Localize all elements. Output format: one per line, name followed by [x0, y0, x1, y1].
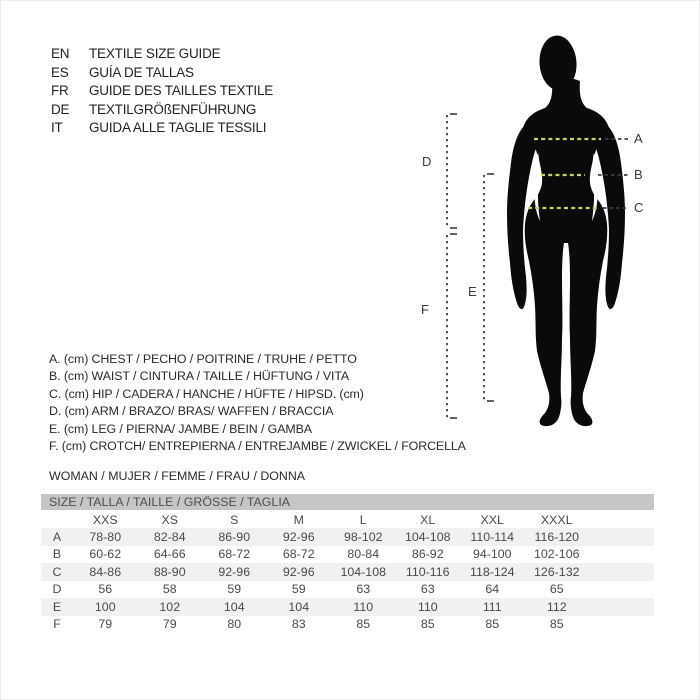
- cell-b-xxxl: 102-106: [534, 547, 580, 562]
- col-xl: XL: [420, 512, 436, 527]
- lang-code-es: ES: [51, 64, 69, 80]
- cell-a-s: 86-90: [218, 529, 251, 544]
- cell-b-xxl: 94-100: [472, 547, 512, 562]
- title-en: TEXTILE SIZE GUIDE: [89, 46, 221, 61]
- title-row-en: [51, 45, 273, 64]
- cell-b-xxs: 60-62: [89, 547, 122, 562]
- legend-waist: B. (cm) WAIST / CINTURA / TAILLE / HÜFTUNG / VITA: [49, 369, 350, 384]
- cell-e-s: 104: [223, 599, 245, 614]
- col-m: M: [293, 512, 304, 527]
- cell-d-xl: 63: [420, 582, 435, 597]
- cell-e-m: 104: [288, 599, 310, 614]
- gender-heading: WOMAN / MUJER / FEMME / FRAU / DONNA: [49, 469, 306, 483]
- size-table-header: [41, 511, 654, 528]
- size-table: [41, 511, 654, 633]
- table-row: [41, 616, 654, 634]
- cell-c-xl: 110-116: [405, 564, 450, 579]
- table-row: [41, 528, 654, 546]
- cell-c-xs: 88-90: [153, 564, 186, 579]
- cell-f-xxxl: 85: [549, 617, 564, 632]
- cell-c-xxxl: 126-132: [534, 564, 580, 579]
- title-es: GUÍA DE TALLAS: [89, 64, 194, 80]
- cell-e-xl: 110: [417, 599, 438, 614]
- cell-a-l: 98-102: [343, 529, 383, 544]
- title-row-fr: [51, 82, 273, 101]
- title-fr: GUIDE DES TAILLES TEXTILE: [89, 83, 274, 99]
- col-xs: XS: [161, 512, 179, 527]
- cell-b-s: 68-72: [218, 547, 251, 562]
- title-row-de: [51, 101, 273, 120]
- table-row: [41, 598, 654, 616]
- col-xxs: XXS: [92, 512, 118, 527]
- cell-f-xl: 85: [420, 617, 435, 632]
- cell-e-xxxl: 112: [546, 599, 567, 614]
- cell-c-s: 92-96: [218, 564, 251, 579]
- legend-crotch: F. (cm) CROTCH/ ENTREPIERNA / ENTREJAMBE / ZWICKEL / FORCELLA: [49, 438, 466, 453]
- cell-a-xxl: 110-114: [470, 529, 515, 544]
- cell-d-xs: 58: [162, 582, 177, 597]
- size-bar: [41, 494, 654, 510]
- lang-code-fr: FR: [51, 83, 69, 99]
- cell-a-xs: 82-84: [153, 529, 186, 544]
- table-row: [41, 546, 654, 564]
- label-crotch-f: F: [421, 302, 429, 317]
- cell-c-l: 104-108: [340, 564, 386, 579]
- cell-e-xs: 102: [159, 599, 181, 614]
- lang-code-de: DE: [51, 101, 70, 117]
- cell-d-m: 59: [291, 582, 306, 597]
- table-row: [41, 581, 654, 599]
- size-bar-label: SIZE / TALLA / TAILLE / GRÖSSE / TAGLIA: [49, 495, 291, 509]
- cell-b-m: 68-72: [282, 547, 315, 562]
- cell-e-l: 110: [353, 599, 374, 614]
- col-s: S: [230, 512, 239, 527]
- cell-e-xxl: 111: [482, 599, 502, 614]
- cell-f-m: 83: [291, 617, 306, 632]
- cell-b-xs: 64-66: [153, 547, 186, 562]
- title-de: TEXTILGRÖßENFÜHRUNG: [89, 101, 257, 117]
- cell-a-xxs: 78-80: [89, 529, 122, 544]
- cell-d-xxs: 56: [98, 582, 113, 597]
- label-leg-e: E: [468, 284, 477, 299]
- title-row-it: [51, 119, 273, 138]
- lang-code-it: IT: [51, 120, 63, 136]
- label-chest-a: A: [634, 131, 643, 146]
- row-label: A: [52, 529, 62, 544]
- row-label: B: [52, 547, 62, 562]
- cell-c-m: 92-96: [282, 564, 315, 579]
- col-l: L: [359, 512, 367, 527]
- cell-f-xxs: 79: [98, 617, 113, 632]
- cell-f-l: 85: [356, 617, 371, 632]
- cell-a-xxxl: 116-120: [534, 529, 580, 544]
- legend-leg: E. (cm) LEG / PIERNA/ JAMBE / BEIN / GAMBA: [49, 421, 312, 436]
- label-hip-c: C: [634, 200, 644, 215]
- cell-d-xxl: 64: [485, 582, 500, 597]
- table-row: [41, 563, 654, 581]
- label-arm-d: D: [422, 154, 432, 169]
- lang-code-en: EN: [51, 46, 70, 61]
- cell-a-xl: 104-108: [405, 529, 451, 544]
- cell-c-xxs: 84-86: [89, 564, 122, 579]
- row-label: C: [52, 564, 62, 579]
- title-language-block: [51, 45, 273, 138]
- legend-arm: D. (cm) ARM / BRAZO/ BRAS/ WAFFEN / BRACCIA: [49, 404, 334, 419]
- title-it: GUIDA ALLE TAGLIE TESSILI: [89, 120, 267, 136]
- cell-f-s: 80: [227, 617, 242, 632]
- cell-f-xxl: 85: [485, 617, 500, 632]
- col-xxl: XXL: [480, 512, 504, 527]
- row-label: E: [52, 599, 62, 614]
- cell-b-l: 80-84: [347, 547, 380, 562]
- measurement-legend: [49, 351, 466, 455]
- label-waist-b: B: [634, 167, 643, 182]
- woman-silhouette-body: [523, 78, 609, 426]
- cell-d-xxxl: 65: [549, 582, 564, 597]
- cell-d-s: 59: [227, 582, 242, 597]
- row-label: F: [53, 617, 61, 632]
- cell-c-xxl: 118-124: [469, 564, 515, 579]
- legend-chest: A. (cm) CHEST / PECHO / POITRINE / TRUHE / PETTO: [49, 352, 357, 366]
- col-xxxl: XXXL: [540, 512, 573, 527]
- cell-d-l: 63: [356, 582, 371, 597]
- cell-b-xl: 86-92: [411, 547, 444, 562]
- cell-a-m: 92-96: [282, 529, 315, 544]
- cell-f-xs: 79: [162, 617, 177, 632]
- cell-e-xxs: 100: [94, 599, 116, 614]
- row-label: D: [52, 582, 62, 597]
- title-row-es: [51, 64, 273, 83]
- legend-hip: C. (cm) HIP / CADERA / HANCHE / HÜFTE / HIPSD. (cm): [49, 386, 364, 401]
